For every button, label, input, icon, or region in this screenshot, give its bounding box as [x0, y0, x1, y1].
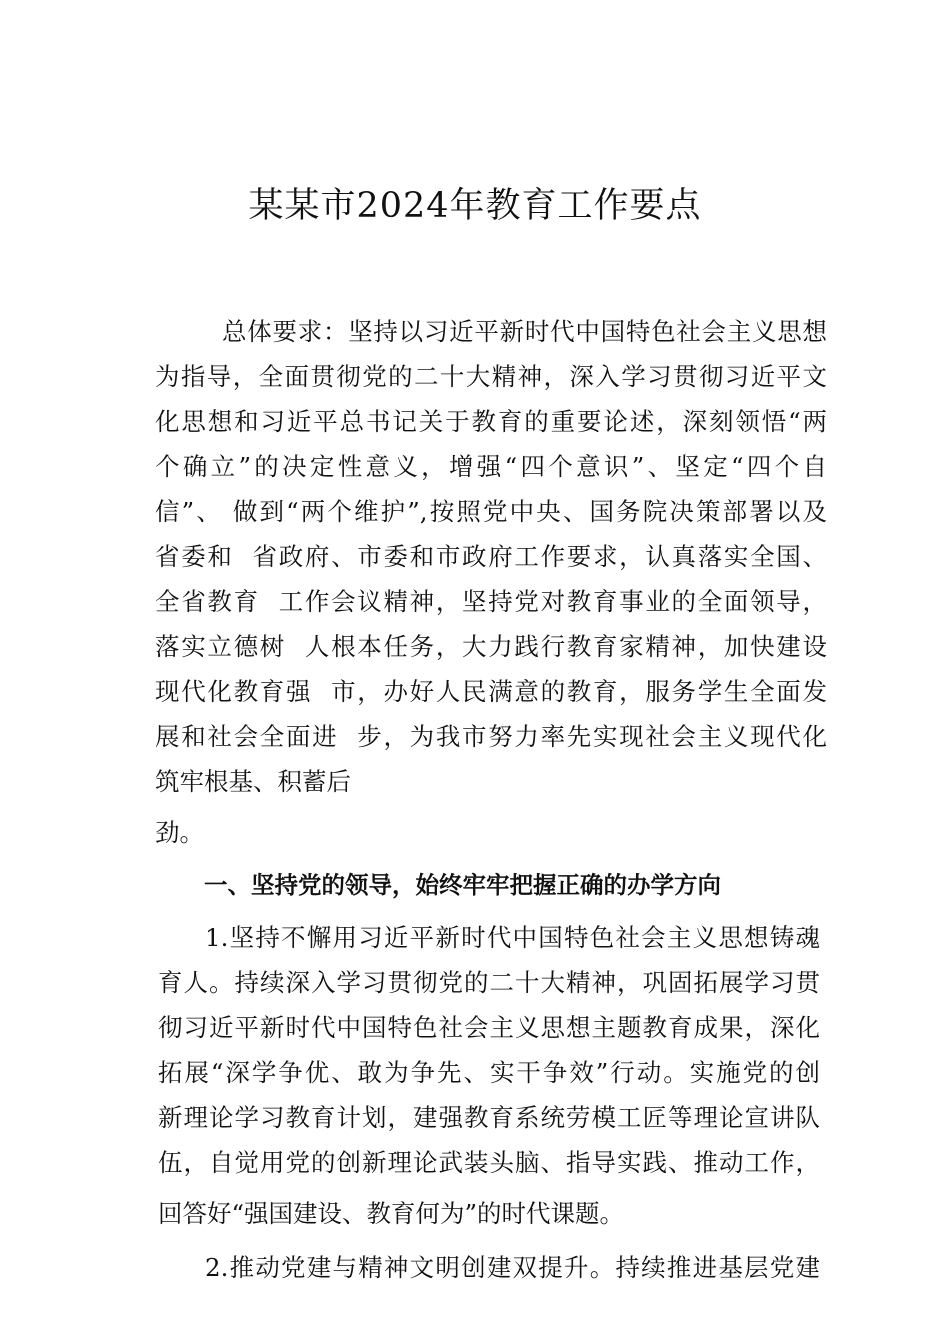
paragraph-line: 筑牢根基、积蓄后	[155, 767, 351, 796]
paragraph-line: 回答好“强国建设、教育何为”的时代课题。	[158, 1199, 625, 1228]
paragraph-line: 化思想和习近平总书记关于教育的重要论述，深刻领悟“两	[155, 407, 827, 436]
paragraph-line: 新理论学习教育计划，建强教育系统劳模工匠等理论宣讲队	[158, 1103, 820, 1132]
paragraph-line: 为指导，全面贯彻党的二十大精神，深入学习贯彻习近平文	[155, 362, 827, 391]
document-title: 某某市2024年教育工作要点	[248, 186, 702, 226]
paragraph-line: 伍，自觉用党的创新理论武装头脑、指导实践、推动工作，	[158, 1148, 820, 1177]
paragraph-line: 总体要求：坚持以习近平新时代中国特色社会主义思想	[222, 317, 827, 346]
paragraph-line: 省委和 省政府、市委和市政府工作要求，认真落实全国、	[155, 542, 827, 571]
paragraph-line: 现代化教育强 市，办好人民满意的教育，服务学生全面发	[155, 677, 827, 706]
paragraph-line: 信”、 做到“两个维护”,按照党中央、国务院决策部署以及	[155, 497, 827, 526]
paragraph-line: 1.坚持不懈用习近平新时代中国特色社会主义思想铸魂	[205, 923, 820, 952]
section-heading: 一、坚持党的领导，始终牢牢把握正确的办学方向	[204, 871, 721, 899]
paragraph-line: 展和社会全面进 步，为我市努力率先实现社会主义现代化	[155, 722, 827, 751]
paragraph-line: 拓展“深学争优、敢为争先、实干争效”行动。实施党的创	[158, 1058, 820, 1087]
paragraph-line: 2.推动党建与精神文明创建双提升。持续推进基层党建	[205, 1253, 820, 1282]
paragraph-line: 全省教育 工作会议精神，坚持党对教育事业的全面领导，	[155, 587, 827, 616]
paragraph-line: 彻习近平新时代中国特色社会主义思想主题教育成果，深化	[158, 1013, 820, 1042]
paragraph-line: 育人。持续深入学习贯彻党的二十大精神，巩固拓展学习贯	[158, 968, 820, 997]
paragraph-line: 落实立德树 人根本任务，大力践行教育家精神，加快建设	[155, 632, 827, 661]
paragraph-line: 劲。	[155, 818, 204, 847]
paragraph-line: 个确立”的决定性意义，增强“四个意识”、坚定“四个自	[155, 452, 827, 481]
